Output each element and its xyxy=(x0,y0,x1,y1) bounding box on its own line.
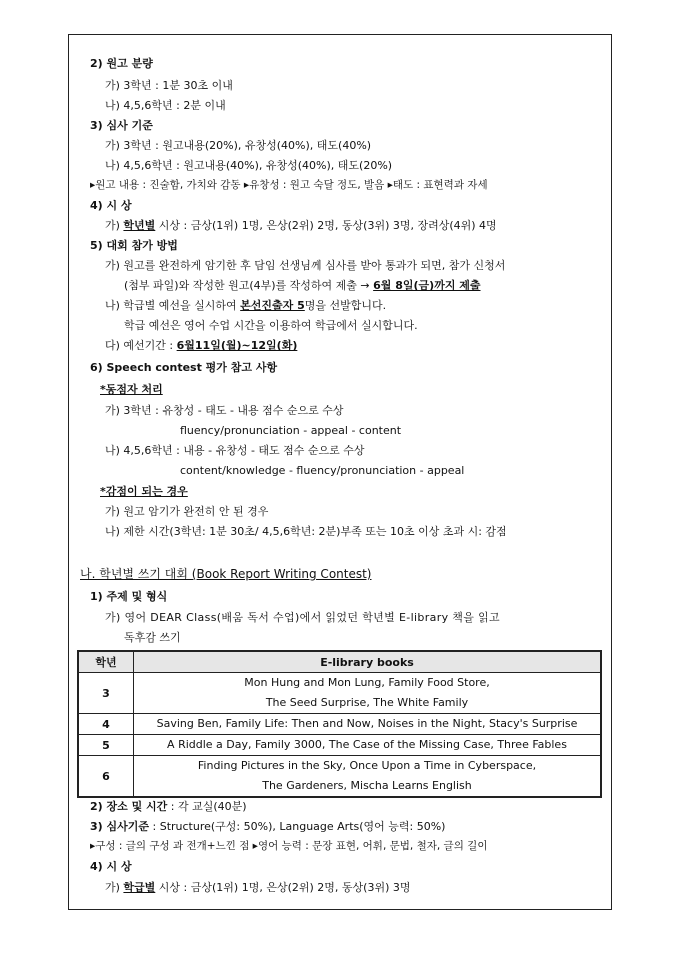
submission-deadline: 6월 8일(금)까지 제출 xyxy=(373,279,481,292)
heading-manuscript-length: 2) 원고 분량 xyxy=(90,57,153,70)
participation-a-line2 xyxy=(124,278,481,293)
grade-cell: 5 xyxy=(78,735,134,756)
place-time-label: 2) 장소 및 시간 xyxy=(90,800,168,813)
book-line: A Riddle a Day, Family 3000, The Case of the Missing Case, Three Fables xyxy=(167,738,567,751)
writing-criteria-label: 3) 심사기준 xyxy=(90,820,150,833)
writing-criteria-line xyxy=(90,819,445,834)
awards-line xyxy=(105,218,497,233)
book-line: Mon Hung and Mon Lung, Family Food Store, xyxy=(244,676,490,689)
elibrary-books-table xyxy=(77,650,602,798)
place-time-value: : 각 교실(40분) xyxy=(167,800,247,813)
participation-b-line2: 학급 예선은 영어 수업 시간을 이용하여 학급에서 실시합니다. xyxy=(124,319,418,332)
deduction-a: 가) 원고 암기가 완전히 안 된 경우 xyxy=(105,505,269,518)
books-cell xyxy=(134,735,602,756)
preliminary-period-label: 다) 예선기간 : xyxy=(105,339,177,352)
books-header: E-library books xyxy=(134,651,602,673)
book-line: Finding Pictures in the Sky, Once Upon a Time in Cyberspace, xyxy=(197,759,537,772)
grade-cell: 6 xyxy=(78,756,134,798)
criteria-notes: ▸원고 내용 : 진술함, 가치와 감동 ▸유창성 : 원고 숙달 정도, 발음 ▸태도 : 표현력과 자세 xyxy=(90,179,488,191)
heading-writing-awards: 4) 시 상 xyxy=(90,860,132,873)
writing-awards-key: 학급별 xyxy=(123,881,156,894)
participation-b-post: 명을 선발합니다. xyxy=(304,299,387,312)
length-grade3: 가) 3학년 : 1분 30초 이내 xyxy=(105,79,233,92)
tie-grade3: 가) 3학년 : 유창성 - 태도 - 내용 점수 순으로 수상 xyxy=(105,404,344,417)
length-grade456: 나) 4,5,6학년 : 2분 이내 xyxy=(105,99,226,112)
tie-grade456: 나) 4,5,6학년 : 내용 - 유창성 - 태도 점수 순으로 수상 xyxy=(105,444,365,457)
writing-awards-line xyxy=(105,880,411,895)
topic-line1: 가) 영어 DEAR Class(배움 독서 수업)에서 읽었던 학년별 E-library 책을 읽고 xyxy=(105,611,501,624)
heading-topic-format: 1) 주제 및 형식 xyxy=(90,590,168,603)
table-header-row xyxy=(78,651,601,673)
table-row xyxy=(78,714,601,735)
book-line: The Gardeners, Mischa Learns English xyxy=(262,779,472,792)
grade-cell: 4 xyxy=(78,714,134,735)
criteria-grade456: 나) 4,5,6학년 : 원고내용(40%), 유창성(40%), 태도(20%) xyxy=(105,159,393,172)
writing-awards-prefix: 가) xyxy=(105,881,124,894)
participation-b-line1 xyxy=(105,298,386,313)
book-line: Saving Ben, Family Life: Then and Now, Noises in the Night, Stacy's Surprise xyxy=(156,717,578,730)
awards-key: 학년별 xyxy=(123,219,156,232)
table-row xyxy=(78,756,601,798)
deduction-b: 나) 제한 시간(3학년: 1분 30초/ 4,5,6학년: 2분)부족 또는 10초 이상 초과 시: 감점 xyxy=(105,525,507,538)
heading-judging-criteria: 3) 심사 기준 xyxy=(90,119,153,132)
tie-handling-title: *동점자 처리 xyxy=(100,383,163,396)
heading-speech-notes: 6) Speech contest 평가 참고 사항 xyxy=(90,361,278,374)
deduction-title: *감점이 되는 경우 xyxy=(100,485,188,498)
grade-cell: 3 xyxy=(78,673,134,714)
section-writing-contest-title: 나. 학년별 쓰기 대회 (Book Report Writing Contest) xyxy=(80,567,372,581)
book-line: The Seed Surprise, The White Family xyxy=(265,696,469,709)
preliminary-period: 6월11일(월)~12일(화) xyxy=(176,339,298,352)
table-row xyxy=(78,673,601,714)
participation-c-line xyxy=(105,338,297,353)
tie-grade456-en: content/knowledge - fluency/pronunciation - appeal xyxy=(180,464,465,477)
participation-a-line1: 가) 원고를 완전하게 암기한 후 담임 선생님께 심사를 받아 통과가 되면, 참가 신청서 xyxy=(105,259,506,272)
tie-grade3-en: fluency/pronunciation - appeal - content xyxy=(180,424,402,437)
heading-awards: 4) 시 상 xyxy=(90,199,132,212)
writing-criteria-value: : Structure(구성: 50%), Language Arts(영어 능력: 50%) xyxy=(149,820,446,833)
books-cell xyxy=(134,673,602,714)
awards-prefix: 가) xyxy=(105,219,124,232)
books-cell xyxy=(134,714,602,735)
finalists-count: 본선진출자 5 xyxy=(240,299,305,312)
writing-criteria-notes: ▸구성 : 글의 구성 과 전개+느낀 점 ▸영어 능력 : 문장 표현, 어휘, 문법, 철자, 글의 길이 xyxy=(90,840,488,852)
place-time-line xyxy=(90,799,247,814)
table-row xyxy=(78,735,601,756)
topic-line2: 독후감 쓰기 xyxy=(124,631,181,644)
books-cell xyxy=(134,756,602,798)
heading-participation: 5) 대회 참가 방법 xyxy=(90,239,178,252)
grade-header: 학년 xyxy=(78,651,134,673)
participation-a-line2-text: (첨부 파일)와 작성한 원고(4부)를 작성하여 제출 → xyxy=(124,279,374,292)
awards-rest: 시상 : 금상(1위) 1명, 은상(2위) 2명, 동상(3위) 3명, 장려상(4위) 4명 xyxy=(155,219,497,232)
criteria-grade3: 가) 3학년 : 원고내용(20%), 유창성(40%), 태도(40%) xyxy=(105,139,372,152)
participation-b-text: 나) 학급별 예선을 실시하여 xyxy=(105,299,241,312)
writing-awards-rest: 시상 : 금상(1위) 1명, 은상(2위) 2명, 동상(3위) 3명 xyxy=(155,881,411,894)
